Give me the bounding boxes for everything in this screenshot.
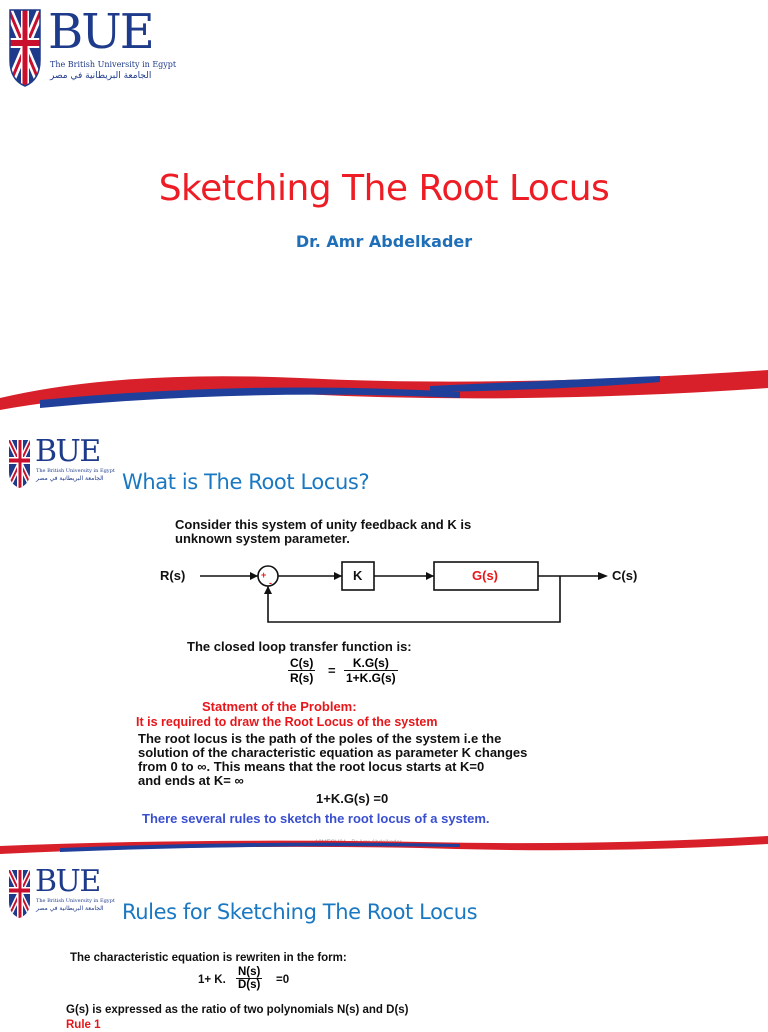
eq-num: N(s) [238, 966, 261, 978]
tf-rhs-fraction [344, 656, 398, 685]
tf-equals: = [328, 663, 336, 678]
plant-block-label: G(s) [472, 568, 498, 583]
block-diagram [120, 554, 660, 634]
presenter-name: Dr. Amr Abdelkader [295, 232, 473, 251]
slide-content [120, 514, 660, 844]
tf-rhs-num: K.G(s) [344, 656, 398, 671]
presentation-title: Sketching The Root Locus [158, 168, 610, 209]
logo-english: The British University in Egypt [36, 468, 115, 474]
diagram-output-label: C(s) [612, 568, 638, 583]
rules-intro-text: The characteristic equation is rewriten in the form: [70, 952, 347, 964]
logo-arabic: الجامعة البريطانية في مصر [50, 71, 152, 81]
statement-title: Statment of the Problem: [202, 699, 357, 714]
gain-block-label: K [353, 568, 363, 583]
tf-lhs-fraction [288, 656, 315, 685]
closed-loop-text: The closed loop transfer function is: [187, 639, 412, 654]
summing-minus: - [269, 578, 272, 588]
what-is-root-locus-slide [0, 430, 768, 860]
bue-logo [8, 4, 177, 88]
intro-text: Consider this system of unity feedback and K is [175, 517, 472, 532]
swoosh-decoration [0, 350, 768, 430]
logo-arabic: الجامعة البريطانية في مصر [36, 475, 104, 482]
swoosh-decoration [0, 828, 768, 860]
logo-arabic: الجامعة البريطانية في مصر [36, 905, 104, 912]
tf-rhs-den: 1+K.G(s) [346, 671, 396, 685]
union-jack-shield-icon [8, 868, 32, 918]
eq-fraction [236, 966, 262, 991]
slide-heading: What is The Root Locus? [122, 470, 370, 494]
logo-english: The British University in Egypt [36, 898, 115, 904]
statement-text: It is required to draw the Root Locus of the system [136, 715, 438, 729]
logo-english: The British University in Egypt [50, 60, 177, 69]
tf-lhs-den: R(s) [290, 671, 314, 685]
description-text: solution of the characteristic equation as parameter K changes [138, 745, 528, 760]
rules-note: There several rules to sketch the root locus of a system. [142, 811, 490, 826]
eq-prefix: 1+ K. [198, 974, 226, 986]
logo-text: BUE [35, 434, 100, 469]
intro-text: unknown system parameter. [175, 531, 350, 546]
rules-polynomial-text: G(s) is expressed as the ratio of two polynomials N(s) and D(s) [66, 1004, 409, 1016]
slide-heading: Rules for Sketching The Root Locus [122, 900, 478, 924]
bue-logo [8, 864, 115, 918]
rules-slide [0, 860, 768, 1031]
bue-logo [8, 434, 115, 488]
rule-1-label: Rule 1 [66, 1019, 101, 1031]
union-jack-shield-icon [8, 438, 32, 488]
eq-suffix: =0 [276, 974, 290, 986]
summing-plus: + [261, 570, 267, 580]
description-text: and ends at K= ∞ [138, 773, 244, 788]
title-slide [0, 0, 768, 430]
characteristic-equation: 1+K.G(s) =0 [316, 791, 389, 806]
description-text: The root locus is the path of the poles of the system i.e the [138, 731, 502, 746]
diagram-input-label: R(s) [160, 568, 186, 583]
eq-den: D(s) [238, 979, 261, 991]
logo-text: BUE [48, 4, 153, 60]
logo-text: BUE [35, 864, 100, 899]
tf-lhs-num: C(s) [290, 656, 314, 670]
description-text: from 0 to ∞. This means that the root locus starts at K=0 [138, 759, 485, 774]
